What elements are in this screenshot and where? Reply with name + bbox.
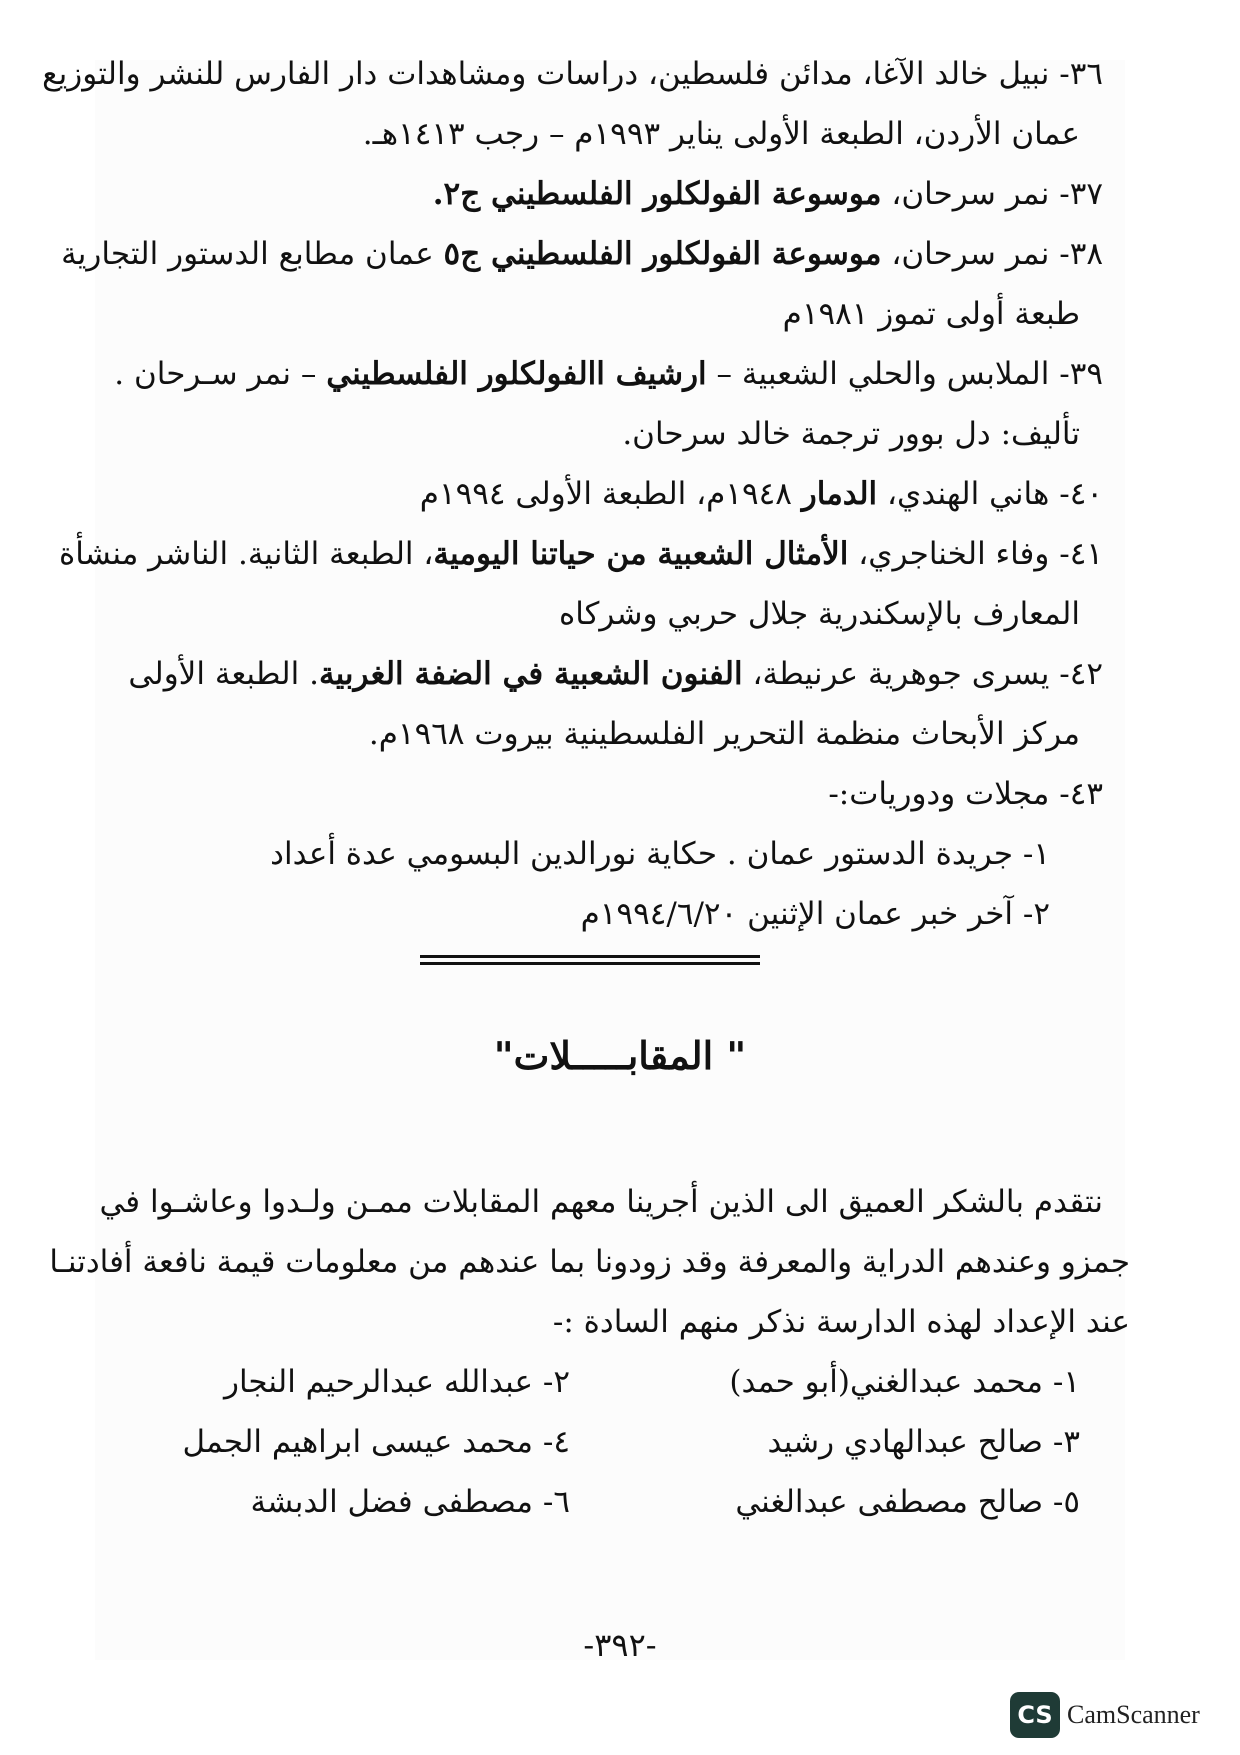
ref-text: عمان مطابع الدستور التجارية — [61, 236, 444, 272]
ref-text: ٤١- وفاء الخناجري، — [848, 536, 1103, 572]
ref-41-line1 — [59, 532, 1103, 576]
ref-42-line1 — [128, 652, 1103, 696]
intro-line-2: جمزو وعندهم الدراية والمعرفة وقد زودونا بما عندهم من معلومات قيمة نافعة أفادتنـا — [49, 1244, 1130, 1280]
ref-text: ٤٠- هاني الهندي، — [877, 476, 1103, 512]
ref-text: ١٩٤٨م، الطبعة الأولى ١٩٩٤م — [419, 476, 802, 512]
ref-text: مركز الأبحاث منظمة التحرير الفلسطينية بيروت ١٩٦٨م. — [368, 716, 1080, 752]
page-number: -٣٩٢- — [583, 1626, 657, 1664]
ref-title-bold: الأمثال الشعبية من حياتنا اليومية — [433, 536, 849, 572]
interviewee-2: ٢- عبدالله عبدالرحيم النجار — [223, 1364, 570, 1400]
camscanner-watermark — [1010, 1690, 1210, 1740]
ref-41-line2 — [160, 592, 1080, 636]
ref-37 — [143, 172, 1103, 216]
section-divider — [420, 955, 760, 969]
intro-line-1: نتقدم بالشكر العميق الى الذين أجرينا معهم المقابلات ممـن ولـدوا وعاشـوا في — [99, 1184, 1103, 1220]
ref-39-line1 — [114, 352, 1103, 396]
ref-text: – نمر سـرحان . — [114, 356, 327, 392]
ref-text: ٣٩- الملابس والحلي الشعبية – — [706, 356, 1103, 392]
ref-43-item2 — [170, 892, 1050, 936]
ref-text: ، الطبعة الثانية. الناشر منشأة — [59, 536, 434, 572]
interviewee-5: ٥- صالح مصطفى عبدالغني — [735, 1484, 1080, 1520]
ref-36-line1 — [42, 52, 1103, 96]
interviewee-3: ٣- صالح عبدالهادي رشيد — [767, 1424, 1080, 1460]
section-heading: " المقابـــــلات" — [493, 1033, 747, 1078]
interviewee-1: ١- محمد عبدالغني(أبو حمد) — [729, 1364, 1080, 1400]
ref-text: طبعة أولى تموز ١٩٨١م — [782, 296, 1080, 332]
interviewee-6: ٦- مصطفى فضل الدبشة — [250, 1484, 570, 1520]
ref-text: ١- جريدة الدستور عمان . حكاية نورالدين البسومي عدة أعداد — [270, 836, 1050, 872]
ref-title-bold: الفنون الشعبية في الضفة الغربية — [318, 656, 743, 692]
ref-text: ٤٢- يسرى جوهرية عرنيطة، — [742, 656, 1103, 692]
camscanner-logo-icon: CS — [1010, 1692, 1060, 1738]
ref-text: ٣٨- نمر سرحان، — [881, 236, 1103, 272]
ref-42-line2 — [160, 712, 1080, 756]
ref-38-line1 — [61, 232, 1103, 276]
ref-38-line2 — [160, 292, 1080, 336]
ref-title-bold: الدمار — [801, 476, 878, 512]
ref-text: . الطبعة الأولى — [128, 656, 319, 692]
camscanner-label: CamScanner — [1067, 1700, 1200, 1729]
interviewee-4: ٤- محمد عيسى ابراهيم الجمل — [182, 1424, 570, 1460]
ref-text: ٢- آخر خبر عمان الإثنين ١٩٩٤/٦/٢٠م — [580, 896, 1050, 932]
ref-43-item1 — [170, 832, 1050, 876]
ref-43 — [143, 772, 1103, 816]
ref-text: ٤٣- مجلات ودوريات:- — [828, 776, 1103, 812]
ref-title-bold: ارشيف االفولكلور الفلسطيني — [326, 356, 707, 392]
ref-title-bold: موسوعة الفولكلور الفلسطيني ج٢. — [432, 176, 882, 212]
ref-36-line2 — [160, 112, 1080, 156]
ref-text: المعارف بالإسكندرية جلال حربي وشركاه — [558, 596, 1080, 632]
ref-text: ٣٧- نمر سرحان، — [881, 176, 1103, 212]
ref-text: تأليف: دل بوور ترجمة خالد سرحان. — [622, 416, 1080, 452]
ref-40 — [143, 472, 1103, 516]
ref-text: عمان الأردن، الطبعة الأولى يناير ١٩٩٣م – رجب ١٤١٣هـ. — [362, 116, 1080, 152]
intro-line-3: عند الإعداد لهذه الدارسة نذكر منهم السادة :- — [552, 1304, 1130, 1340]
ref-39-line2 — [160, 412, 1080, 456]
ref-title-bold: موسوعة الفولكلور الفلسطيني ج٥ — [443, 236, 882, 272]
ref-text: ٣٦- نبيل خالد الآغا، مدائن فلسطين، دراسات ومشاهدات دار الفارس للنشر والتوزيع — [42, 56, 1103, 92]
